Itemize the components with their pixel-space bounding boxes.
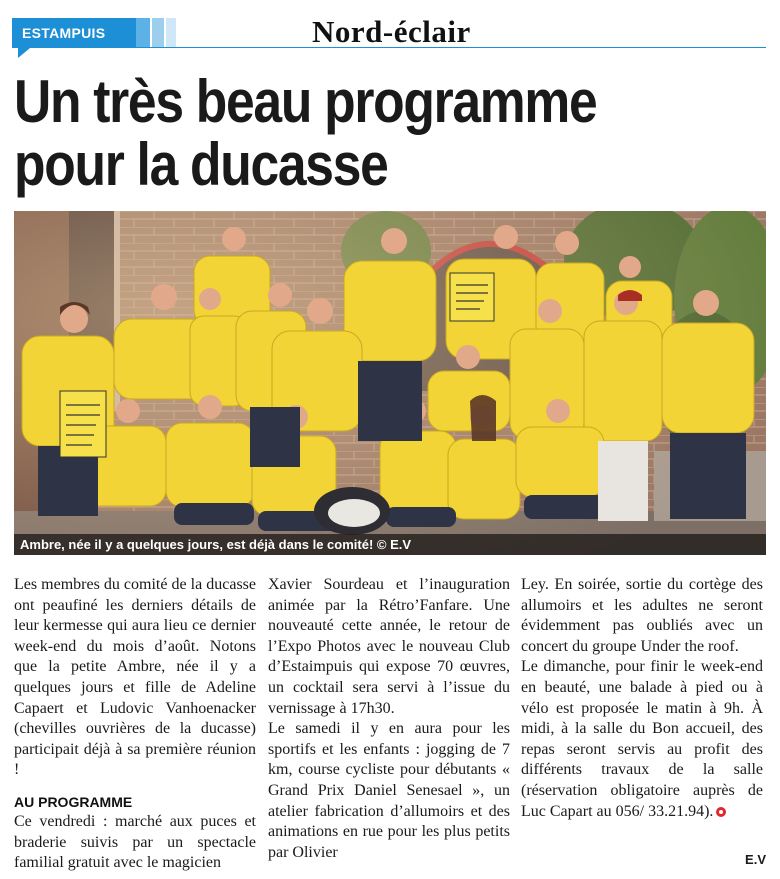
paragraph-final	[521, 657, 763, 822]
text-column-1	[14, 575, 256, 874]
paragraph-text: Le dimanche, pour finir le week-end en beauté, une balade à pied ou à vélo est proposée le matin à 9h. À midi, à la salle du Bon accueil, des repas seront servis au profit des différents travaux de la salle (réservation obligatoire auprès de Luc Capart au 056/ 33.21.94).	[521, 658, 763, 820]
paragraph: Ley. En soirée, sortie du cortège des allumoirs et les adultes ne seront évidemment pas oubliés avec un concert du groupe Under the roof.	[521, 576, 763, 655]
group-photo-illustration	[14, 211, 766, 555]
newspaper-masthead: Nord-éclair	[312, 14, 471, 49]
section-rubric	[12, 18, 172, 48]
section-subhead: AU PROGRAMME	[14, 793, 133, 810]
text-column-3	[521, 575, 763, 822]
paragraph: Xavier Sourdeau et l’inauguration animée par la Rétro’Fanfare. Une nouveauté cette année, le retour de l’Expo Photos avec le nouveau Club d’Estaimpuis qui expose 70 œuvres, un cocktail sera servi à l’issue du vernissage à 17h30.	[268, 576, 510, 717]
paragraph: Les membres du comité de la ducasse ont peaufiné les derniers détails de leur kermesse qui aura lieu ce dernier week-end du mois d’août. Notons que la petite Ambre, née il y a quelques jours et fille de Adeline Capaert et Ludovic Vanhoenacker (chevilles ouvrières de la ducasse) participait déjà à sa première réunion !	[14, 576, 256, 779]
paragraph: Le samedi il y en aura pour les sportifs et les enfants : jogging de 7 km, course cycliste pour débutants « Grand Prix Daniel Senesael », un atelier fabrication d’allumoirs et des animations en rue pour les plus petits par Olivier	[268, 720, 510, 861]
rubric-fade	[152, 18, 164, 48]
article-headline: Un très beau programme pour la ducasse	[14, 68, 597, 198]
end-of-article-icon	[716, 807, 726, 817]
rubric-pointer	[18, 48, 30, 58]
text-column-2	[268, 575, 510, 863]
rubric-fade	[136, 18, 150, 48]
rubric-label: ESTAMPUIS	[12, 18, 136, 48]
paragraph: Ce vendredi : marché aux puces et braderie suivis par un spectacle familial gratuit avec le magicien	[14, 812, 256, 872]
author-signature: E.V	[745, 852, 766, 867]
rubric-fade	[166, 18, 176, 48]
article-photo	[14, 211, 766, 555]
photo-caption: Ambre, née il y a quelques jours, est déjà dans le comité! © E.V	[14, 534, 766, 555]
